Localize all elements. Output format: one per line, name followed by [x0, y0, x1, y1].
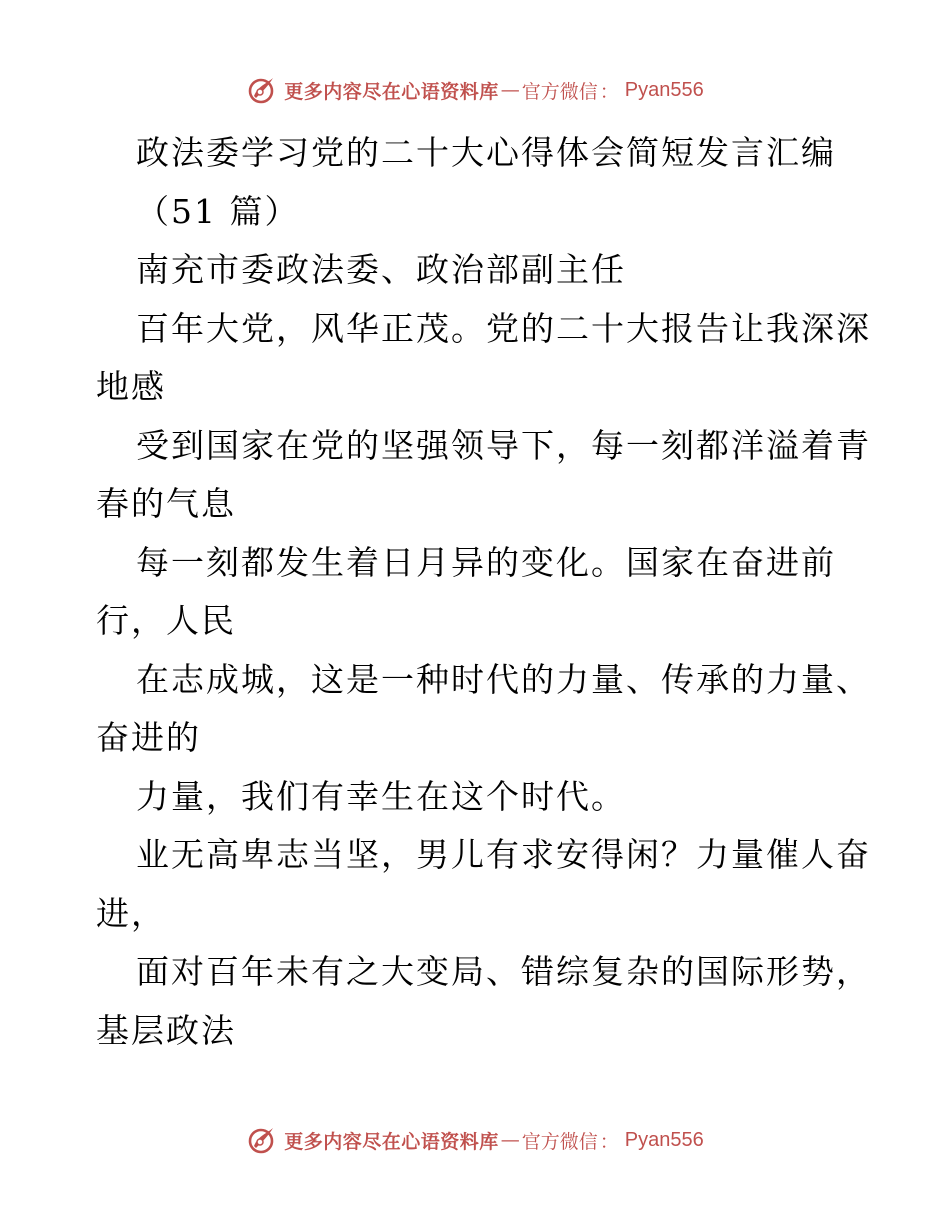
document-text-line: 地感	[96, 367, 166, 406]
document-text-line: 在志成城，这是一种时代的力量、传承的力量、	[136, 659, 871, 699]
banner-wechat-label: 官方微信	[521, 1130, 598, 1153]
banner-dash: —	[500, 1129, 520, 1151]
document-text-line: 受到国家在党的坚强领导下，每一刻都洋溢着青	[136, 425, 871, 465]
flame-swirl-icon	[246, 74, 278, 106]
banner-dash: —	[500, 79, 520, 101]
document-text-line: 进，	[96, 893, 166, 933]
banner-main-text: 更多内容尽在心语资料库	[284, 80, 499, 103]
banner-wechat-id: Pyan556	[624, 1128, 704, 1151]
document-text-line: 基层政法	[96, 1010, 236, 1050]
document-body	[96, 124, 871, 1060]
flame-swirl-icon	[246, 1124, 278, 1156]
document-text-line: 力量，我们有幸生在这个时代。	[136, 776, 626, 816]
footer-watermark-banner	[0, 1120, 950, 1160]
document-text-line: 业无高卑志当坚，男儿有求安得闲？力量催人奋	[136, 835, 871, 874]
banner-separator: ：	[599, 1130, 619, 1153]
header-watermark-banner	[0, 70, 950, 110]
banner-wechat-label: 官方微信	[521, 80, 598, 103]
document-text-line: 百年大党，风华正茂。党的二十大报告让我深深	[136, 308, 871, 348]
banner-separator: ：	[599, 80, 619, 103]
document-text-line: 奋进的	[96, 718, 201, 757]
document-text-line: （51 篇）	[136, 191, 300, 231]
document-text-line: 行，人民	[96, 601, 236, 640]
document-text-line: 春的气息	[96, 484, 236, 523]
document-text-line: 政法委学习党的二十大心得体会简短发言汇编	[136, 133, 836, 172]
banner-wechat-id: Pyan556	[624, 78, 704, 101]
banner-main-text: 更多内容尽在心语资料库	[284, 1130, 499, 1153]
document-text-line: 面对百年未有之大变局、错综复杂的国际形势，	[136, 952, 871, 991]
document-text-line: 南充市委政法委、政治部副主任	[136, 250, 626, 289]
document-text-line: 每一刻都发生着日月异的变化。国家在奋进前	[136, 542, 836, 582]
